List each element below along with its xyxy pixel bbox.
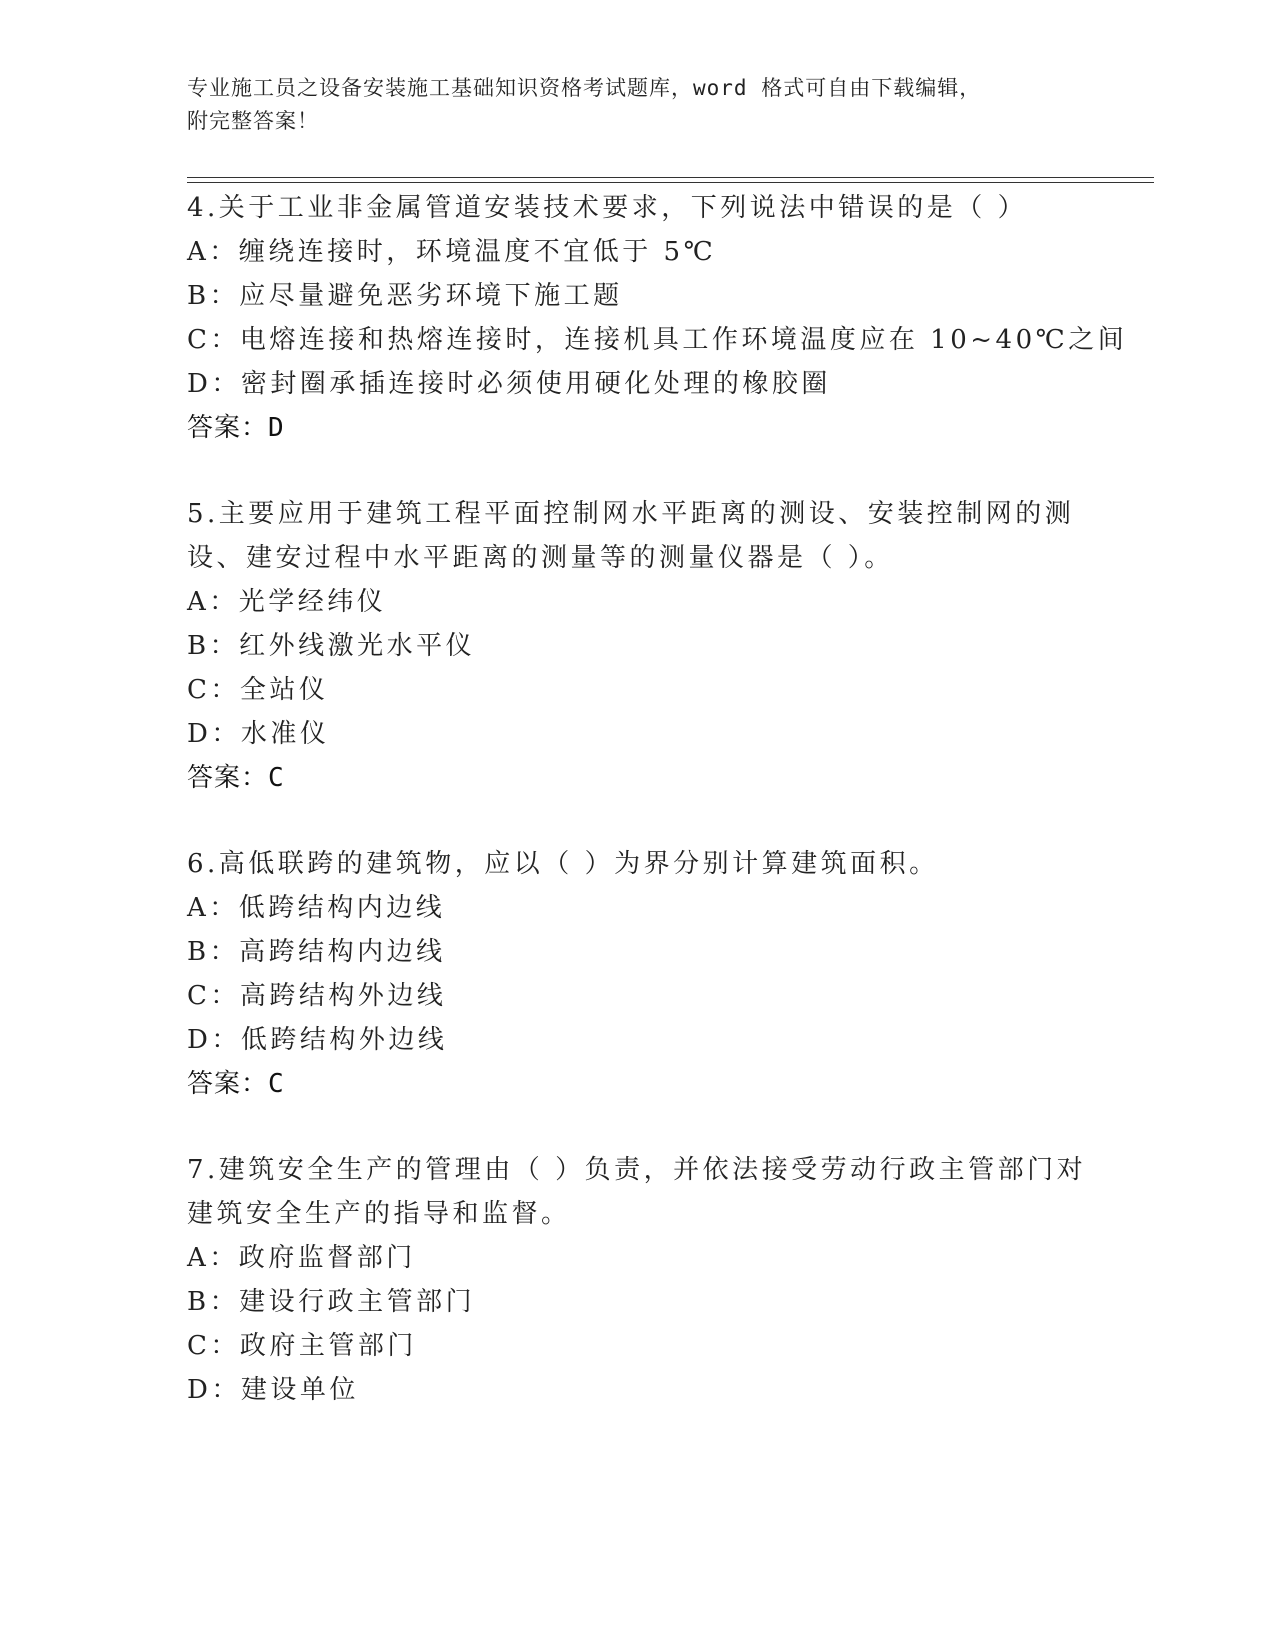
question-5-option-a: A：光学经纬仪 [187, 587, 387, 617]
question-4-option-d: D：密封圈承插连接时必须使用硬化处理的橡胶圈 [187, 369, 831, 399]
question-7-stem-line-2: 建筑安全生产的指导和监督。 [187, 1199, 571, 1229]
question-6-option-d: D：低跨结构外边线 [187, 1025, 448, 1055]
question-5-option-c: C：全站仪 [187, 675, 329, 705]
question-6-option-c: C：高跨结构外边线 [187, 981, 447, 1011]
question-6-stem: 6.高低联跨的建筑物，应以（ ）为界分别计算建筑面积。 [187, 849, 939, 879]
question-6-option-a: A：低跨结构内边线 [187, 893, 446, 923]
question-7-option-b: B：建设行政主管部门 [187, 1287, 476, 1317]
question-6-answer: 答案：C [187, 1069, 285, 1099]
question-5-answer: 答案：C [187, 763, 285, 793]
question-7-stem-line-1: 7.建筑安全生产的管理由（ ）负责，并依法接受劳动行政主管部门对 [187, 1155, 1087, 1185]
question-4-option-a: A：缠绕连接时，环境温度不宜低于 5℃ [187, 237, 717, 267]
question-4-option-c: C：电熔连接和热熔连接时，连接机具工作环境温度应在 10~40℃之间 [187, 325, 1128, 355]
question-7-option-a: A：政府监督部门 [187, 1243, 416, 1273]
question-5-stem-line-2: 设、建安过程中水平距离的测量等的测量仪器是（ ）。 [187, 543, 894, 573]
question-4-option-b: B：应尽量避免恶劣环境下施工题 [187, 281, 623, 311]
question-7-option-d: D：建设单位 [187, 1375, 359, 1405]
header-line-1: 专业施工员之设备安装施工基础知识资格考试题库，word 格式可自由下载编辑， [187, 76, 982, 100]
question-7-option-c: C：政府主管部门 [187, 1331, 417, 1361]
header-divider-top [187, 177, 1154, 178]
header-divider-bottom [187, 182, 1154, 183]
question-5-option-d: D：水准仪 [187, 719, 330, 749]
question-4-stem: 4.关于工业非金属管道安装技术要求，下列说法中错误的是（ ） [187, 193, 1028, 223]
header-line-2: 附完整答案！ [187, 109, 319, 133]
question-6-option-b: B：高跨结构内边线 [187, 937, 446, 967]
question-5-option-b: B：红外线激光水平仪 [187, 631, 476, 661]
document-header [187, 72, 1067, 138]
question-4-answer: 答案：D [187, 413, 285, 443]
question-5-stem-line-1: 5.主要应用于建筑工程平面控制网水平距离的测设、安装控制网的测 [187, 499, 1075, 529]
